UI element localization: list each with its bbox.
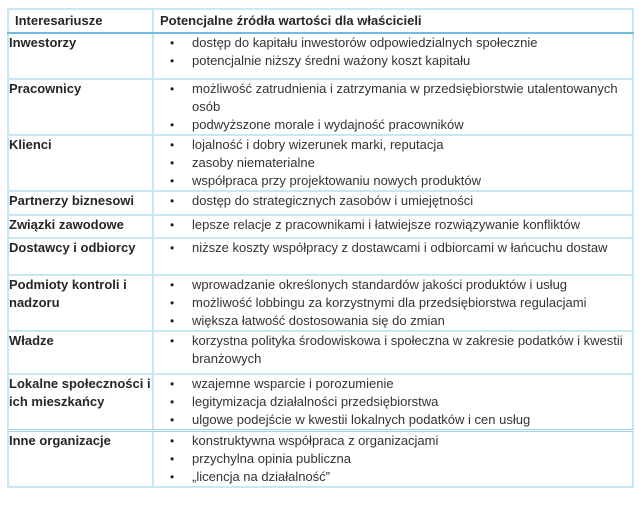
stakeholder-value-table [7, 8, 634, 488]
value-source-text: dostęp do strategicznych zasobów i umiejętności [192, 193, 474, 208]
value-source-text: konstruktywna współpraca z organizacjami [192, 433, 439, 448]
bullet-icon: • [170, 395, 175, 409]
value-sources-cell [153, 431, 633, 488]
list-item [154, 375, 632, 393]
bullet-icon: • [170, 434, 175, 448]
value-source-text: podwyższone morale i wydajność pracowników [192, 117, 464, 132]
table-row [8, 215, 633, 238]
list-item [154, 450, 632, 468]
list-item [154, 34, 632, 52]
value-source-text: wprowadzanie określonych standardów jakości produktów i usług [192, 277, 568, 292]
value-source-text: lepsze relacje z pracownikami i łatwiejsze rozwiązywanie konfliktów [192, 217, 580, 232]
value-sources-list [154, 80, 632, 134]
bullet-icon: • [170, 241, 175, 255]
list-item [154, 332, 632, 368]
value-sources-list [154, 332, 632, 368]
stakeholder-label: Dostawcy i odbiorcy [8, 238, 153, 275]
value-source-text: korzystna polityka środowiskowa i społeczna w zakresie podatków i kwestii branżowych [192, 333, 623, 366]
table-row [8, 79, 633, 135]
value-sources-cell [153, 191, 633, 215]
list-item [154, 216, 632, 234]
list-item [154, 239, 632, 257]
list-item [154, 312, 632, 330]
list-item [154, 52, 632, 70]
stakeholder-label: Inne organizacje [8, 431, 153, 488]
value-source-text: dostęp do kapitału inwestorów odpowiedzialnych społecznie [192, 35, 538, 50]
bullet-icon: • [170, 413, 175, 427]
value-sources-list [154, 239, 632, 257]
bullet-icon: • [170, 218, 175, 232]
list-item [154, 154, 632, 172]
value-sources-list [154, 216, 632, 234]
value-sources-cell [153, 275, 633, 331]
list-item [154, 393, 632, 411]
bullet-icon: • [170, 36, 175, 50]
value-sources-cell [153, 215, 633, 238]
value-sources-list [154, 192, 632, 210]
bullet-icon: • [170, 278, 175, 292]
value-sources-list [154, 136, 632, 190]
value-sources-cell [153, 374, 633, 431]
value-sources-list [154, 432, 632, 486]
column-header-stakeholders: Interesariusze [8, 9, 153, 33]
value-source-text: ulgowe podejście w kwestii lokalnych podatków i cen usług [192, 412, 531, 427]
bullet-icon: • [170, 377, 175, 391]
value-sources-cell [153, 79, 633, 135]
bullet-icon: • [170, 156, 175, 170]
list-item [154, 192, 632, 210]
bullet-icon: • [170, 118, 175, 132]
value-sources-list [154, 276, 632, 330]
list-item [154, 294, 632, 312]
value-source-text: niższe koszty współpracy z dostawcami i odbiorcami w łańcuchu dostaw [192, 240, 608, 255]
table-row [8, 191, 633, 215]
stakeholder-label: Lokalne społeczności i ich mieszkańcy [8, 374, 153, 431]
bullet-icon: • [170, 174, 175, 188]
value-source-text: „licencja na działalność” [192, 469, 331, 484]
bullet-icon: • [170, 334, 175, 348]
list-item [154, 468, 632, 486]
list-item [154, 432, 632, 450]
table-row [8, 33, 633, 79]
value-sources-list [154, 375, 632, 429]
value-source-text: potencjalnie niższy średni ważony koszt kapitału [192, 53, 471, 68]
bullet-icon: • [170, 82, 175, 96]
table-row [8, 275, 633, 331]
value-source-text: większa łatwość dostosowania się do zmian [192, 313, 445, 328]
bullet-icon: • [170, 194, 175, 208]
table-body [8, 33, 633, 487]
list-item [154, 411, 632, 429]
list-item [154, 116, 632, 134]
stakeholder-label: Związki zawodowe [8, 215, 153, 238]
value-source-text: możliwość lobbingu za korzystnymi dla przedsiębiorstwa regulacjami [192, 295, 587, 310]
value-sources-cell [153, 135, 633, 191]
value-source-text: lojalność i dobry wizerunek marki, reputacja [192, 137, 444, 152]
stakeholder-label: Inwestorzy [8, 33, 153, 79]
bullet-icon: • [170, 54, 175, 68]
stakeholder-label: Partnerzy biznesowi [8, 191, 153, 215]
bullet-icon: • [170, 470, 175, 484]
table-row [8, 135, 633, 191]
value-source-text: wzajemne wsparcie i porozumienie [192, 376, 394, 391]
list-item [154, 136, 632, 154]
table-row [8, 374, 633, 431]
stakeholder-label: Podmioty kontroli i nadzoru [8, 275, 153, 331]
bullet-icon: • [170, 452, 175, 466]
list-item [154, 172, 632, 190]
value-sources-cell [153, 331, 633, 374]
value-source-text: przychylna opinia publiczna [192, 451, 351, 466]
bullet-icon: • [170, 296, 175, 310]
table-row [8, 331, 633, 374]
list-item [154, 80, 632, 116]
value-sources-cell [153, 33, 633, 79]
table-row [8, 431, 633, 488]
value-source-text: współpraca przy projektowaniu nowych produktów [192, 173, 482, 188]
value-source-text: możliwość zatrudnienia i zatrzymania w przedsiębiorstwie utalentowanych osób [192, 81, 618, 114]
table-header-row [8, 9, 633, 33]
value-sources-cell [153, 238, 633, 275]
stakeholder-label: Klienci [8, 135, 153, 191]
value-source-text: legitymizacja działalności przedsiębiorstwa [192, 394, 439, 409]
value-sources-list [154, 34, 632, 70]
table-row [8, 238, 633, 275]
column-header-value-sources: Potencjalne źródła wartości dla właścicieli [153, 9, 633, 33]
list-item [154, 276, 632, 294]
stakeholder-label: Władze [8, 331, 153, 374]
stakeholder-label: Pracownicy [8, 79, 153, 135]
bullet-icon: • [170, 138, 175, 152]
value-source-text: zasoby niematerialne [192, 155, 315, 170]
bullet-icon: • [170, 314, 175, 328]
